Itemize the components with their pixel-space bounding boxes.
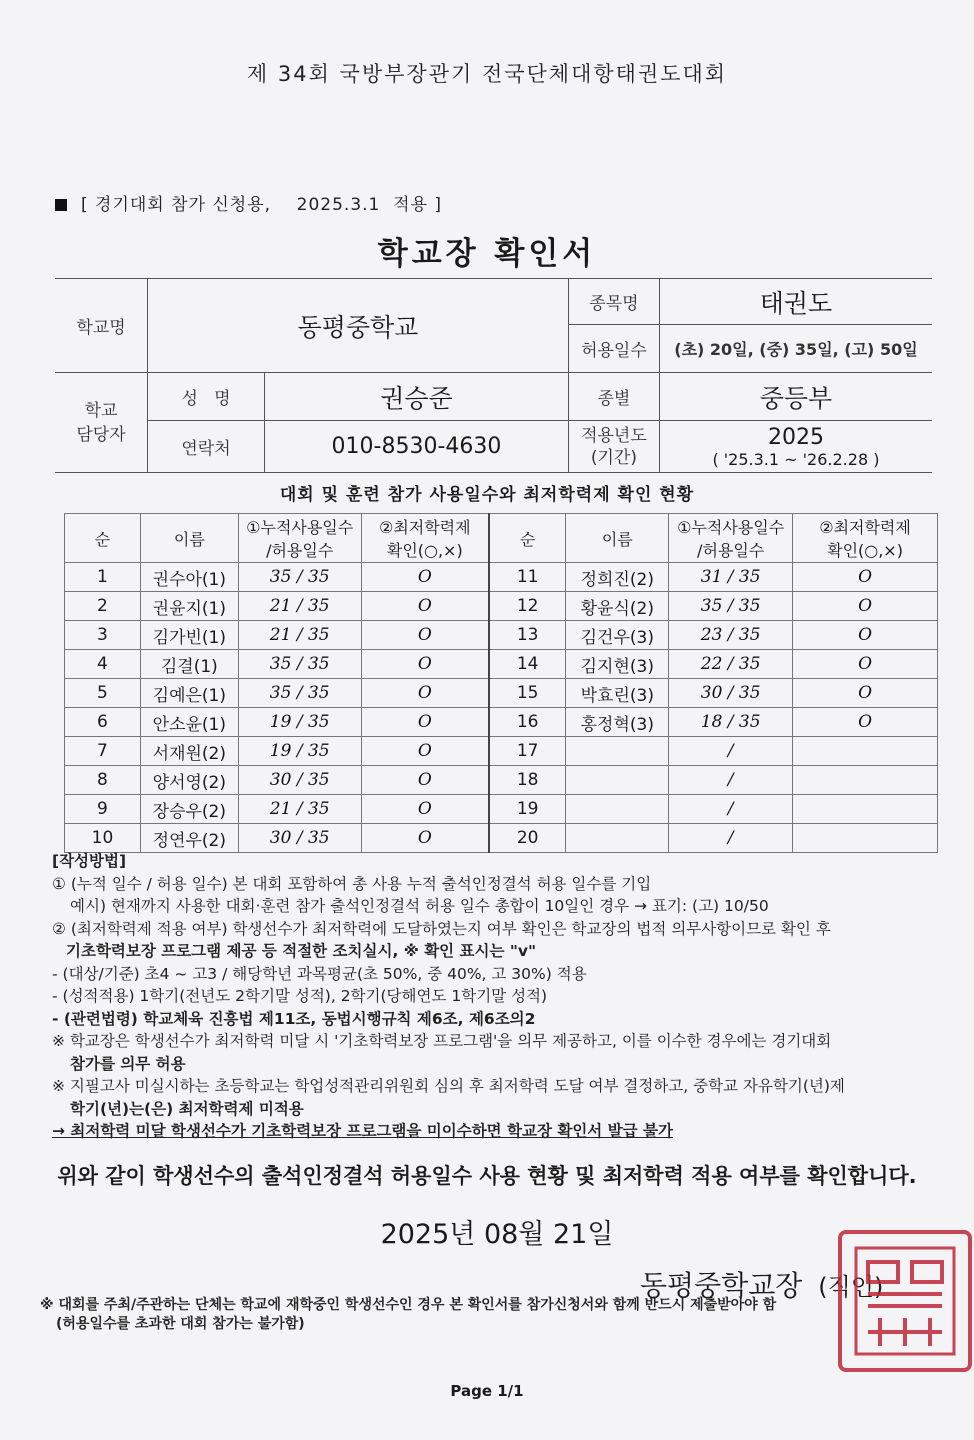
table-row: [65, 708, 938, 737]
student-name: 장승우(2): [140, 795, 238, 824]
student-days: /: [669, 824, 793, 853]
student-table: [64, 513, 938, 853]
notes-heading: [작성방법]: [52, 852, 127, 870]
student-name: 김건우(3): [566, 621, 669, 650]
student-check: [793, 824, 938, 853]
school-value: 동평중학교: [148, 279, 569, 373]
student-days: 35 / 35: [238, 650, 361, 679]
student-no: 11: [489, 563, 566, 592]
period-label: 적용년도 (기간): [568, 421, 659, 473]
note-4: - (성적적용) 1학기(전년도 2학기말 성적), 2학기(당해연도 1학기말 성적): [52, 987, 548, 1005]
table-row: [65, 679, 938, 708]
student-days: 22 / 35: [669, 650, 793, 679]
student-days: 31 / 35: [669, 563, 793, 592]
student-name: 황윤식(2): [566, 592, 669, 621]
student-check: O: [793, 592, 938, 621]
student-name: 서재원(2): [140, 737, 238, 766]
principal-text: 동평중학교장: [640, 1269, 803, 1302]
table-row: [65, 824, 938, 853]
student-days: 21 / 35: [238, 795, 361, 824]
info-table: [55, 278, 932, 473]
student-check: O: [361, 621, 489, 650]
student-days: 23 / 35: [669, 621, 793, 650]
form-note: [55, 190, 442, 215]
student-check: O: [361, 766, 489, 795]
header-no-right: 순: [489, 514, 566, 563]
student-check: O: [361, 650, 489, 679]
contest-title: 제 34회 국방부장관기 전국단체대항태권도대회: [246, 62, 728, 86]
student-no: 20: [489, 824, 566, 853]
footer-note-1: ※ 대회를 주최/주관하는 단체는 학교에 재학중인 학생선수인 경우 본 확인서를 참가신청서와 함께 반드시 제출받아야 함: [40, 1297, 777, 1313]
student-days: 18 / 35: [669, 708, 793, 737]
student-check: O: [361, 679, 489, 708]
student-days: 35 / 35: [669, 592, 793, 621]
student-name: 안소윤(1): [140, 708, 238, 737]
student-no: 6: [65, 708, 141, 737]
footer-note-2: (허용일수를 초과한 대회 참가는 불가함): [56, 1316, 305, 1332]
student-check: [793, 737, 938, 766]
student-check: O: [361, 708, 489, 737]
student-name: 박효린(3): [566, 679, 669, 708]
header-no-left: 순: [65, 514, 141, 563]
student-days: 19 / 35: [238, 737, 361, 766]
student-no: 17: [489, 737, 566, 766]
note-3: - (대상/기준) 초4 ~ 고3 / 해당학년 과목평균(초 50%, 중 40%, 고 30%) 적용: [52, 964, 587, 983]
student-days: 30 / 35: [238, 824, 361, 853]
table-row: [65, 737, 938, 766]
header-check-left: ②최저학력제 확인(○,×): [361, 514, 489, 563]
student-days: /: [669, 737, 793, 766]
student-check: [793, 766, 938, 795]
student-check: O: [361, 592, 489, 621]
note-6a: ※ 학교장은 학생선수가 최저학력 미달 시 '기초학력보장 프로그램'을 의무 제공하고, 이를 이수한 경우에는 경기대회: [52, 1032, 832, 1050]
name-value: 권승준: [265, 373, 569, 421]
student-check: O: [793, 650, 938, 679]
student-no: 13: [489, 621, 566, 650]
student-check: O: [793, 563, 938, 592]
student-check: [793, 795, 938, 824]
allowed-label: 허용일수: [568, 325, 659, 373]
header-name-right: 이름: [566, 514, 669, 563]
page-indicator: Page 1/1: [450, 1382, 524, 1400]
allowed-value: (초) 20일, (중) 35일, (고) 50일: [659, 325, 932, 373]
section-title: 대회 및 훈련 참가 사용일수와 최저학력제 확인 현황: [279, 485, 695, 505]
student-no: 19: [489, 795, 566, 824]
student-name: 권수아(1): [140, 563, 238, 592]
confirm-statement: 위와 같이 학생선수의 출석인정결석 허용일수 사용 현황 및 최저학력 적용 여부를 확인합니다.: [57, 1164, 917, 1188]
table-row: [65, 621, 938, 650]
table-row: [65, 563, 938, 592]
note-2b: 기초학력보장 프로그램 제공 등 적절한 조치실시, ※ 확인 표시는 "v": [66, 942, 537, 960]
student-check: O: [361, 795, 489, 824]
table-row: [65, 795, 938, 824]
note-6b: 참가를 의무 허용: [70, 1054, 186, 1073]
student-no: 14: [489, 650, 566, 679]
student-check: O: [793, 708, 938, 737]
student-name: [566, 766, 669, 795]
student-days: /: [669, 795, 793, 824]
student-check: O: [361, 824, 489, 853]
document-title: 학교장 확인서: [377, 236, 597, 272]
issue-date: 2025년 08월 21일: [380, 1219, 614, 1250]
note-7a: ※ 지필고사 미실시하는 초등학교는 학업성적관리위원회 심의 후 최저학력 도달 여부 결정하고, 중학교 자유학기(년)제: [52, 1077, 845, 1095]
student-name: 정연우(2): [140, 824, 238, 853]
header-days-left: ①누적사용일수 /허용일수: [238, 514, 361, 563]
student-name: 김가빈(1): [140, 621, 238, 650]
student-name: 양서영(2): [140, 766, 238, 795]
header-name-left: 이름: [140, 514, 238, 563]
student-check: O: [793, 621, 938, 650]
student-name: [566, 824, 669, 853]
student-no: 9: [65, 795, 141, 824]
table-row: [65, 592, 938, 621]
division-value: 중등부: [659, 373, 932, 421]
student-no: 15: [489, 679, 566, 708]
note-7b: 학기(년)는(은) 최저학력제 미적용: [70, 1099, 304, 1118]
name-label: 성 명: [148, 373, 265, 421]
student-no: 18: [489, 766, 566, 795]
square-bullet-icon: [55, 199, 67, 211]
note-1a: ① (누적 일수 / 허용 일수) 본 대회 포함하여 총 사용 누적 출석인정결석 허용 일수를 기입: [52, 874, 652, 893]
seal-suffix: (직인): [818, 1273, 884, 1301]
student-name: 김결(1): [140, 650, 238, 679]
student-no: 10: [65, 824, 141, 853]
table-row: [65, 766, 938, 795]
period-range: ( '25.3.1 ~ '26.2.28 ): [712, 449, 880, 469]
student-no: 2: [65, 592, 141, 621]
student-days: 30 / 35: [238, 766, 361, 795]
student-days: 30 / 35: [669, 679, 793, 708]
note-5: - (관련법령) 학교체육 진흥법 제11조, 동법시행규칙 제6조, 제6조의2: [52, 1009, 536, 1028]
student-name: [566, 737, 669, 766]
student-name: 권윤지(1): [140, 592, 238, 621]
student-no: 1: [65, 563, 141, 592]
sport-label: 종목명: [568, 279, 659, 325]
student-no: 5: [65, 679, 141, 708]
student-days: 19 / 35: [238, 708, 361, 737]
student-check: O: [361, 737, 489, 766]
student-days: 21 / 35: [238, 621, 361, 650]
student-check: O: [793, 679, 938, 708]
student-days: 21 / 35: [238, 592, 361, 621]
student-check: O: [361, 563, 489, 592]
student-no: 12: [489, 592, 566, 621]
student-no: 16: [489, 708, 566, 737]
footer-notes: [40, 1296, 960, 1334]
student-days: 35 / 35: [238, 563, 361, 592]
student-no: 3: [65, 621, 141, 650]
student-days: 35 / 35: [238, 679, 361, 708]
student-name: 정희진(2): [566, 563, 669, 592]
contact-value: 010-8530-4630: [265, 421, 569, 473]
student-no: 8: [65, 766, 141, 795]
period-year: 2025: [767, 424, 824, 450]
student-no: 4: [65, 650, 141, 679]
note-1b: 예시) 현재까지 사용한 대회·훈련 참가 출석인정결석 허용 일수 총합이 10일인 경우 → 표기: (고) 10/50: [70, 897, 769, 915]
division-label: 종별: [568, 373, 659, 421]
student-days: /: [669, 766, 793, 795]
student-no: 7: [65, 737, 141, 766]
student-name: 홍정혁(3): [566, 708, 669, 737]
manager-label: 학교 담당자: [55, 373, 148, 473]
table-row: [65, 650, 938, 679]
contact-label: 연락처: [148, 421, 265, 473]
school-label: 학교명: [55, 279, 148, 373]
note-8: → 최저학력 미달 학생선수가 기초학력보장 프로그램을 미이수하면 학교장 확인서 발급 불가: [52, 1122, 673, 1140]
student-name: 김예은(1): [140, 679, 238, 708]
period-cell: [659, 421, 932, 473]
header-days-right: ①누적사용일수 /허용일수: [669, 514, 793, 563]
note-2a: ② (최저학력제 적용 여부) 학생선수가 최저학력에 도달하였는지 여부 확인은 학교장의 법적 의무사항이므로 확인 후: [52, 919, 831, 938]
header-check-right: ②최저학력제 확인(○,×): [793, 514, 938, 563]
sport-value: 태권도: [659, 279, 932, 325]
instructions: [52, 850, 952, 1143]
form-note-text: [ 경기대회 참가 신청용, 2025.3.1 적용 ]: [81, 195, 443, 215]
student-name: 김지현(3): [566, 650, 669, 679]
student-name: [566, 795, 669, 824]
